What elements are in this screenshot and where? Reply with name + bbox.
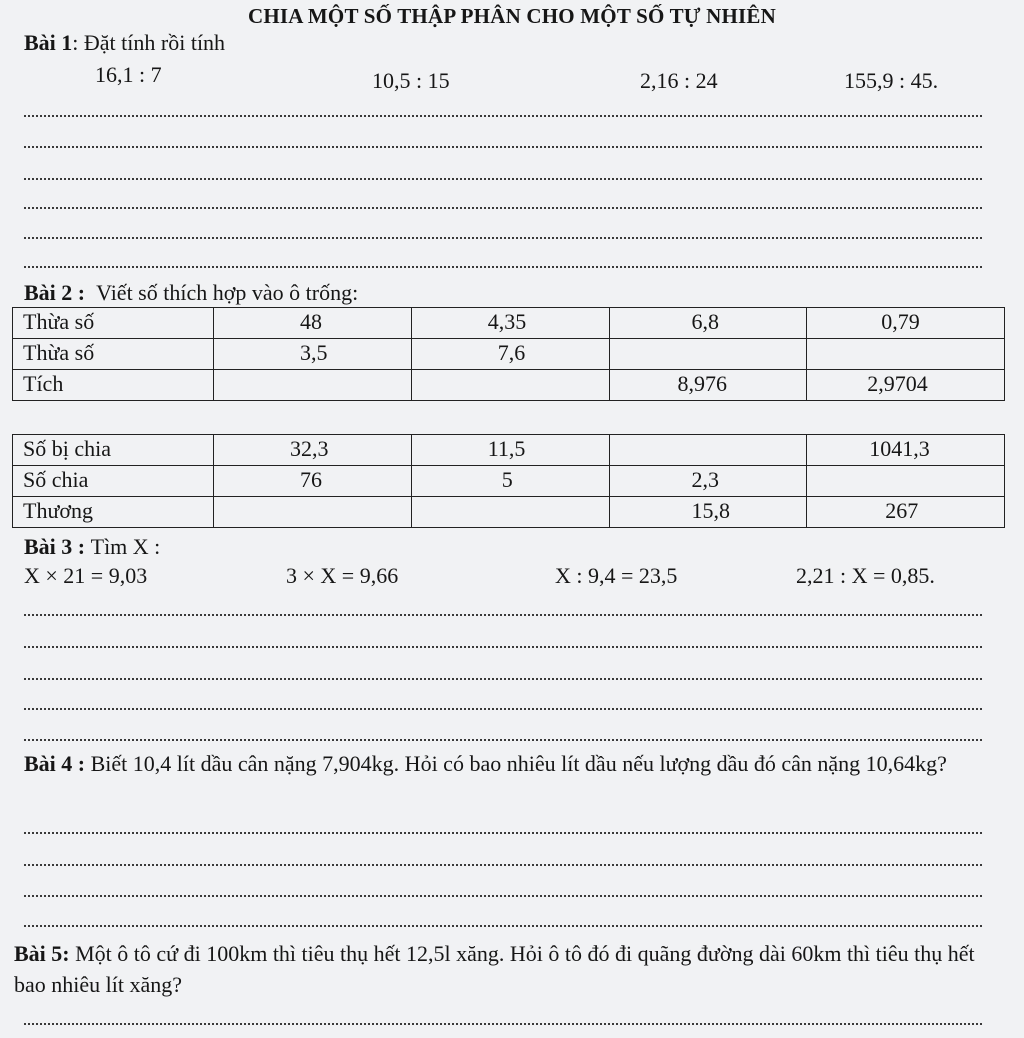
- table-cell: Thừa số: [13, 339, 214, 370]
- table-cell: [807, 466, 1005, 497]
- answer-line: [24, 925, 982, 927]
- table-cell: [214, 497, 412, 528]
- bai2-header: [24, 280, 358, 306]
- answer-line: [24, 708, 982, 710]
- bai2-text: Viết số thích hợp vào ô trống:: [96, 280, 359, 305]
- bai3-header: [24, 534, 160, 560]
- answer-line: [24, 646, 982, 648]
- table-cell: 3,5: [214, 339, 412, 370]
- answer-line: [24, 614, 982, 616]
- bai1-problem-2: 10,5 : 15: [372, 68, 450, 93]
- table-cell: 7,6: [411, 339, 609, 370]
- table-row: [13, 435, 1005, 466]
- table-cell: [411, 497, 609, 528]
- bai1-label: Bài 1: [24, 30, 73, 55]
- table-cell: [807, 339, 1005, 370]
- division-table: [12, 434, 1005, 528]
- worksheet-title: CHIA MỘT SỐ THẬP PHÂN CHO MỘT SỐ TỰ NHIÊN: [247, 4, 777, 28]
- table-cell: 0,79: [807, 308, 1005, 339]
- table-row: [13, 497, 1005, 528]
- table-cell: Số chia: [13, 466, 214, 497]
- answer-line: [24, 864, 982, 866]
- table-cell: 267: [807, 497, 1005, 528]
- table-row: [13, 370, 1005, 401]
- bai3-problem-2: 3 × X = 9,66: [286, 563, 399, 588]
- table-cell: 6,8: [609, 308, 807, 339]
- bai4-text: Biết 10,4 lít dầu cân nặng 7,904kg. Hỏi có bao nhiêu lít dầu nếu lượng dầu đó cân nặng 10,64kg?: [90, 751, 947, 776]
- table-cell: 76: [214, 466, 412, 497]
- table-cell: 8,976: [609, 370, 807, 401]
- table-cell: 32,3: [214, 435, 412, 466]
- bai1-header: [24, 30, 225, 56]
- bai3-problem-4: 2,21 : X = 0,85.: [796, 563, 935, 588]
- answer-line: [24, 739, 982, 741]
- table-cell: 15,8: [609, 497, 807, 528]
- table-cell: 11,5: [411, 435, 609, 466]
- bai5-label: Bài 5:: [14, 941, 70, 966]
- answer-line: [24, 178, 982, 180]
- table-cell: Tích: [13, 370, 214, 401]
- table-cell: [609, 339, 807, 370]
- table-cell: [214, 370, 412, 401]
- table-cell: [609, 435, 807, 466]
- table-row: [13, 339, 1005, 370]
- answer-line: [24, 146, 982, 148]
- table-cell: 1041,3: [807, 435, 1005, 466]
- table-cell: Thương: [13, 497, 214, 528]
- bai4-paragraph: [24, 748, 996, 779]
- answer-line: [24, 678, 982, 680]
- bai1-text: : Đặt tính rồi tính: [72, 30, 226, 55]
- bai3-text: Tìm X :: [90, 534, 161, 559]
- table-cell: Số bị chia: [13, 435, 214, 466]
- table-row: [13, 308, 1005, 339]
- bai2-label: Bài 2 :: [24, 280, 86, 305]
- table-cell: 2,9704: [807, 370, 1005, 401]
- bai3-problem-3: X : 9,4 = 23,5: [555, 563, 678, 588]
- table-cell: 5: [411, 466, 609, 497]
- table-cell: Thừa số: [13, 308, 214, 339]
- bai5-paragraph: [14, 938, 1004, 1000]
- answer-line: [24, 115, 982, 117]
- bai1-problem-4: 155,9 : 45.: [844, 68, 939, 93]
- answer-line: [24, 1023, 982, 1025]
- table-cell: 4,35: [411, 308, 609, 339]
- answer-line: [24, 266, 982, 268]
- answer-line: [24, 832, 982, 834]
- table-cell: [411, 370, 609, 401]
- table-row: [13, 466, 1005, 497]
- bai3-problem-1: X × 21 = 9,03: [24, 563, 148, 588]
- bai1-problem-3: 2,16 : 24: [640, 68, 718, 93]
- bai4-label: Bài 4 :: [24, 751, 86, 776]
- answer-line: [24, 237, 982, 239]
- answer-line: [24, 207, 982, 209]
- bai5-text: Một ô tô cứ đi 100km thì tiêu thụ hết 12,5l xăng. Hỏi ô tô đó đi quãng đường dài 60km thì tiêu thụ hết bao nhiêu lít xăng?: [14, 941, 975, 997]
- multiplication-table: [12, 307, 1005, 401]
- table-cell: 2,3: [609, 466, 807, 497]
- answer-line: [24, 895, 982, 897]
- table-cell: 48: [214, 308, 412, 339]
- bai1-problem-1: 16,1 : 7: [95, 62, 162, 87]
- bai3-label: Bài 3 :: [24, 534, 86, 559]
